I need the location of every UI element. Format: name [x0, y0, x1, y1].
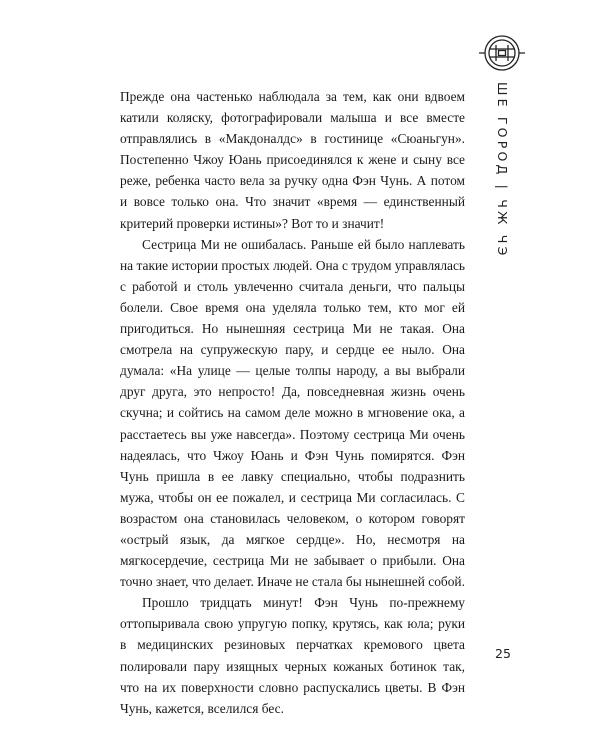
- ornament-icon: [477, 34, 527, 72]
- page-number: 25: [495, 646, 511, 661]
- paragraph: Прошло тридцать минут! Фэн Чунь по-прежнему оттопыривала свою упругую попку, крутясь, как юла; руки в медицинских резиновых перчатках кремового цвета полировали пару изящных черных кожаных ботинок так, что на их поверхности словно распускались цветы. В Фэн Чунь, кажется, вселился бес.: [120, 595, 465, 716]
- body-text: [120, 86, 465, 719]
- running-head: ШЕ ГОРОД | ЧЖ ЧЭ: [495, 82, 510, 259]
- paragraph: Сестрица Ми не ошибалась. Раньше ей было наплевать на такие истории простых людей. Она с трудом управлялась с работой и столь увлеченно считала деньги, что пальцы болели. Свое время она уделяла только тем, кто мог ей пригодиться. Но нынешняя сестрица Ми не такая. Она смотрела на супружескую пару, и сердце ее ныло. Она думала: «На улице — целые толпы народу, а вы выбрали друг друга, это непросто! Да, повседневная жизнь очень скучна; и сойтись на самом деле можно в мгновение ока, а расстаетесь вы уже навсегда». Поэтому сестрица Ми очень надеялась, что Чжоу Юань и Фэн Чунь помирятся. Фэн Чунь пришла в ее лавку специально, чтобы подразнить мужа, чтобы он ее пожалел, и сестрица Ми согласилась. С возрастом она становилась человеком, о котором говорят «острый язык, да мягкое сердце». Но, несмотря на мягкосердечие, сестрица Ми не забывает о прибыли. Она точно знает, что делает. Иначе не стала бы нынешней собой.: [120, 236, 465, 590]
- paragraph: Прежде она частенько наблюдала за тем, как они вдвоем катили коляску, фотографировали малыша и все вместе отправлялись в «Макдоналдс» в гостинице «Сюаньгун». Постепенно Чжоу Юань присоединялся к жене и сыну все реже, ребенка часто вела за ручку одна Фэн Чунь. А потом и вовсе только она. Что значит «время — единственный критерий проверки истины»? Вот то и значит!: [120, 89, 465, 231]
